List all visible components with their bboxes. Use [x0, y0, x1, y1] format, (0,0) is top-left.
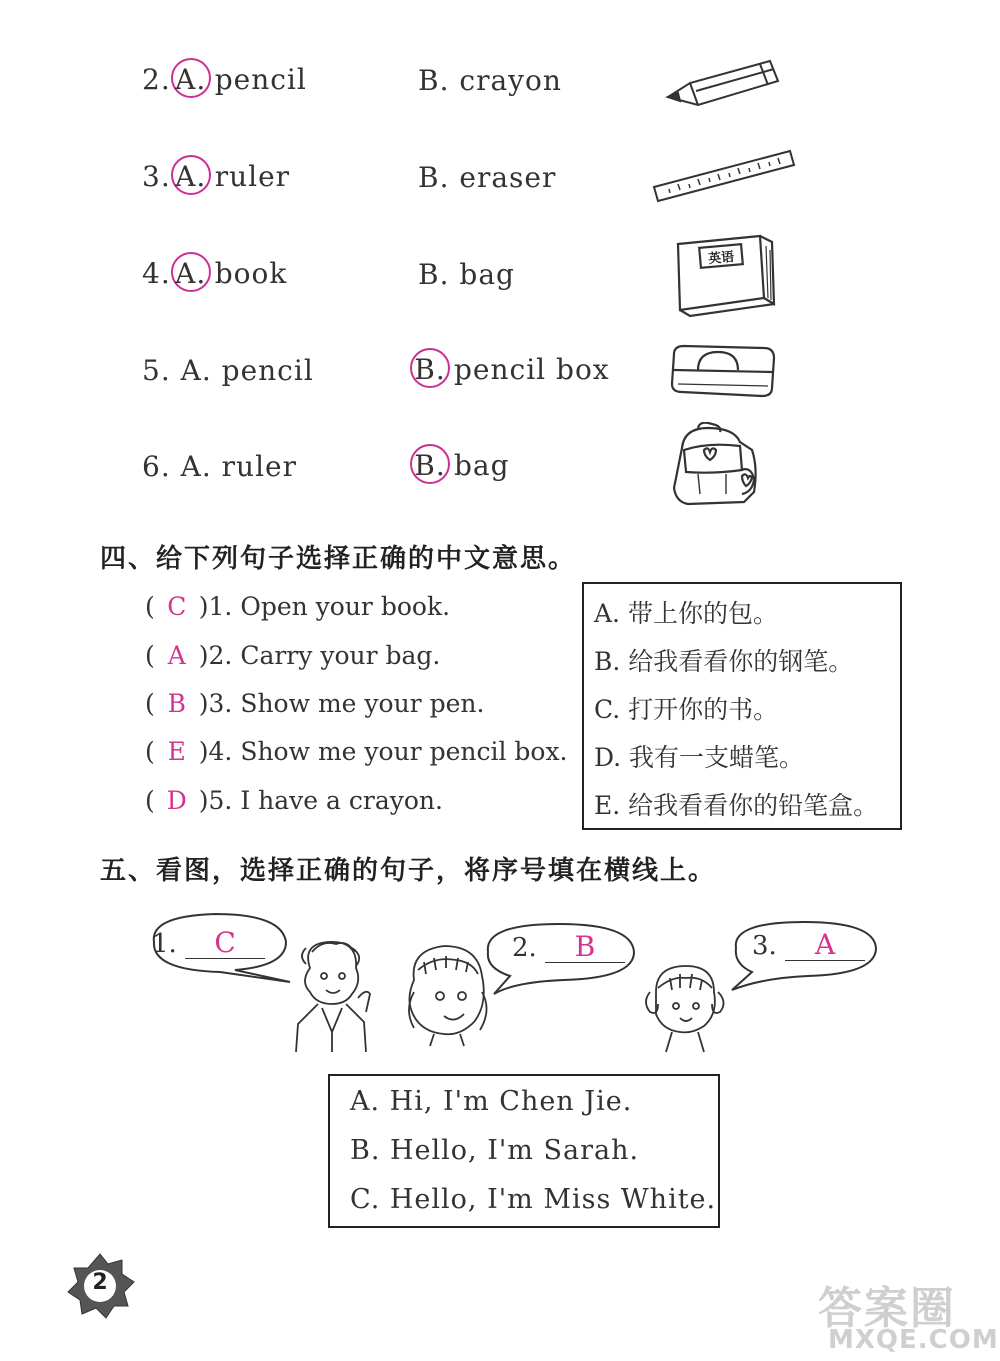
english-options-box: [328, 1074, 720, 1228]
section-4-heading: 四、给下列句子选择正确的中文意思。: [100, 544, 577, 574]
option-b: [418, 161, 556, 194]
option-line: E. 给我看看你的铅笔盒。: [594, 791, 879, 820]
circled-option-b: B.: [410, 444, 450, 484]
answer-letter: D: [166, 786, 187, 815]
girl-chenjie-illustration: [642, 962, 726, 1054]
item-number: 5.: [142, 354, 171, 387]
option-a-text: ruler: [214, 160, 291, 193]
answer-blank: C: [185, 928, 265, 959]
choice-row: [142, 252, 287, 292]
bubble-2-text: [512, 932, 625, 963]
option-a-label: A.: [180, 354, 212, 387]
option-b: [410, 348, 610, 388]
chinese-options-box: [582, 582, 902, 830]
question-row: ( E )4. Show me your pencil box.: [145, 737, 568, 766]
bubble-1-text: [152, 928, 265, 959]
option-line: A. 带上你的包。: [594, 599, 778, 628]
option-b-label: B.: [418, 258, 450, 291]
item-number: 6.: [142, 450, 171, 483]
choice-row: [142, 58, 307, 98]
schoolbag-picture: [668, 422, 764, 508]
option-b-label: B.: [418, 161, 450, 194]
option-line: B. 给我看看你的钢笔。: [594, 647, 854, 676]
circled-option-a: A.: [171, 155, 211, 195]
watermark-top: 答案圈: [818, 1283, 956, 1334]
page-number: 2: [92, 1270, 108, 1295]
option-b-text: pencil box: [454, 353, 610, 386]
watermark-bottom: MXQE.COM: [828, 1325, 999, 1355]
option-line: A. Hi, I'm Chen Jie.: [350, 1086, 633, 1117]
circled-option-a: A.: [171, 58, 211, 98]
bubble-number: 2.: [512, 933, 537, 963]
item-number: 2.: [142, 63, 171, 96]
option-line: D. 我有一支蜡笔。: [594, 743, 805, 772]
question-text: )1. Open your book.: [198, 592, 451, 621]
option-a-text: pencil: [221, 354, 314, 387]
item-number: 4.: [142, 257, 171, 290]
section-5-heading: 五、看图，选择正确的句子，将序号填在横线上。: [100, 856, 717, 886]
question-row: ( C )1. Open your book.: [145, 592, 451, 621]
option-a-text: pencil: [214, 63, 307, 96]
choice-row: [142, 155, 290, 195]
choice-row: [142, 354, 314, 387]
pencil-box-picture: [668, 340, 780, 400]
question-text: )2. Carry your bag.: [198, 641, 441, 670]
question-row: ( D )5. I have a crayon.: [145, 786, 443, 815]
bubble-number: 3.: [752, 931, 777, 961]
answer-letter: C: [167, 592, 187, 621]
answer-blank: B: [545, 932, 625, 963]
answer-letter: A: [167, 641, 186, 670]
option-a-text: ruler: [221, 450, 297, 483]
bubble-3-text: [752, 930, 865, 961]
answer-blank: A: [785, 930, 865, 961]
option-line: C. 打开你的书。: [594, 695, 779, 724]
option-line: C. Hello, I'm Miss White.: [350, 1184, 717, 1215]
pencil-picture: [660, 55, 785, 110]
option-b-label: B.: [418, 64, 450, 97]
question-text: )3. Show me your pen.: [198, 689, 485, 718]
option-b-text: crayon: [459, 64, 562, 97]
question-row: ( B )3. Show me your pen.: [145, 689, 485, 718]
item-number: 3.: [142, 160, 171, 193]
option-b-text: eraser: [459, 161, 557, 194]
ruler-picture: [650, 145, 798, 207]
question-row: ( A )2. Carry your bag.: [145, 641, 441, 670]
option-b-text: bag: [459, 258, 515, 291]
circled-option-a: A.: [171, 252, 211, 292]
option-b: [418, 64, 562, 97]
bubble-number: 1.: [152, 929, 177, 959]
girl-sarah-illustration: [404, 940, 490, 1048]
book-picture: [672, 232, 777, 318]
circled-option-b: B.: [410, 348, 450, 388]
question-text: )4. Show me your pencil box.: [198, 737, 568, 766]
answer-letter: B: [167, 689, 186, 718]
option-b-text: bag: [454, 449, 510, 482]
choice-row: [142, 450, 297, 483]
option-a-text: book: [214, 257, 288, 290]
option-b: [410, 444, 510, 484]
option-a-label: A.: [180, 450, 212, 483]
answer-letter: E: [167, 737, 186, 766]
book-label: 英语: [707, 249, 735, 268]
option-b: [418, 258, 515, 291]
question-text: )5. I have a crayon.: [198, 786, 443, 815]
teacher-illustration: [292, 938, 372, 1054]
option-line: B. Hello, I'm Sarah.: [350, 1135, 640, 1166]
